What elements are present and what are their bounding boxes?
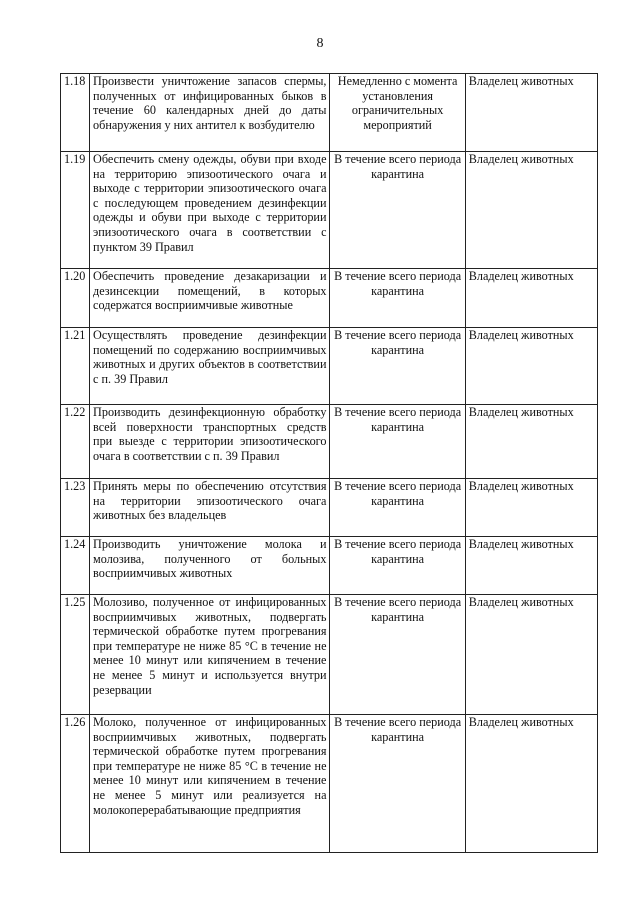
table-row <box>61 152 598 269</box>
table-row <box>61 715 598 853</box>
row-number: 1.24 <box>61 537 90 595</box>
row-number: 1.21 <box>61 328 90 405</box>
measure-term: В течение всего периода карантина <box>330 479 465 537</box>
table-row <box>61 405 598 479</box>
table-row <box>61 328 598 405</box>
row-number: 1.19 <box>61 152 90 269</box>
measure-term: В течение всего периода карантина <box>330 405 465 479</box>
measure-text: Производить дезинфекционную обработку всей поверхности транспортных средств при выезде с территории эпизоотического очага в соответствии с п. 39 Правил <box>90 405 330 479</box>
measure-term: В течение всего периода карантина <box>330 537 465 595</box>
row-number: 1.26 <box>61 715 90 853</box>
measure-text: Осуществлять проведение дезинфекции помещений по содержанию восприимчивых животных и других объектов в соответствии с п. 39 Правил <box>90 328 330 405</box>
measure-text: Молозиво, полученное от инфицированных восприимчивых животных, подвергать термической обработке путем прогревания при температуре не ниже 85 °С в течение не менее 10 минут или кипячением в течение не менее 5 минут и используется внутри резервации <box>90 595 330 715</box>
measure-term: Немедленно с момента установления ограничительных мероприятий <box>330 74 465 152</box>
row-number: 1.20 <box>61 269 90 328</box>
measure-text: Молоко, полученное от инфицированных восприимчивых животных, подвергать термической обработке путем прогревания при температуре не ниже 85 °С в течение не менее 10 минут или кипячением в течение не менее 5 минут или реализуется на молокоперерабатывающие предприятия <box>90 715 330 853</box>
measure-text: Производить уничтожение молока и молозива, полученного от больных восприимчивых животных <box>90 537 330 595</box>
measure-responsible: Владелец животных <box>465 715 597 853</box>
measure-responsible: Владелец животных <box>465 595 597 715</box>
measure-responsible: Владелец животных <box>465 74 597 152</box>
measure-text: Принять меры по обеспечению отсутствия на территории эпизоотического очага животных без владельцев <box>90 479 330 537</box>
measure-responsible: Владелец животных <box>465 269 597 328</box>
measure-term: В течение всего периода карантина <box>330 715 465 853</box>
table-row <box>61 269 598 328</box>
row-number: 1.22 <box>61 405 90 479</box>
measure-responsible: Владелец животных <box>465 479 597 537</box>
measures-table <box>60 73 598 853</box>
measure-text: Обеспечить проведение дезакаризации и дезинсекции помещений, в которых содержатся восприимчивые животные <box>90 269 330 328</box>
row-number: 1.25 <box>61 595 90 715</box>
table-row <box>61 74 598 152</box>
measure-term: В течение всего периода карантина <box>330 269 465 328</box>
table-row <box>61 595 598 715</box>
row-number: 1.23 <box>61 479 90 537</box>
measure-term: В течение всего периода карантина <box>330 595 465 715</box>
measure-responsible: Владелец животных <box>465 537 597 595</box>
measure-responsible: Владелец животных <box>465 328 597 405</box>
table-row <box>61 479 598 537</box>
row-number: 1.18 <box>61 74 90 152</box>
measure-responsible: Владелец животных <box>465 152 597 269</box>
measure-term: В течение всего периода карантина <box>330 328 465 405</box>
measure-term: В течение всего периода карантина <box>330 152 465 269</box>
measure-text: Обеспечить смену одежды, обуви при входе на территорию эпизоотического очага и выходе с территории эпизоотического очага с последующем проведением дезинфекции одежды и обуви при выходе с территории эпизоотического очага в соответствии с пунктом 39 Правил <box>90 152 330 269</box>
measure-text: Произвести уничтожение запасов спермы, полученных от инфицированных быков в течение 60 календарных дней до даты обнаружения у них антител к возбудителю <box>90 74 330 152</box>
measure-responsible: Владелец животных <box>465 405 597 479</box>
table-row <box>61 537 598 595</box>
page-number: 8 <box>316 36 324 51</box>
